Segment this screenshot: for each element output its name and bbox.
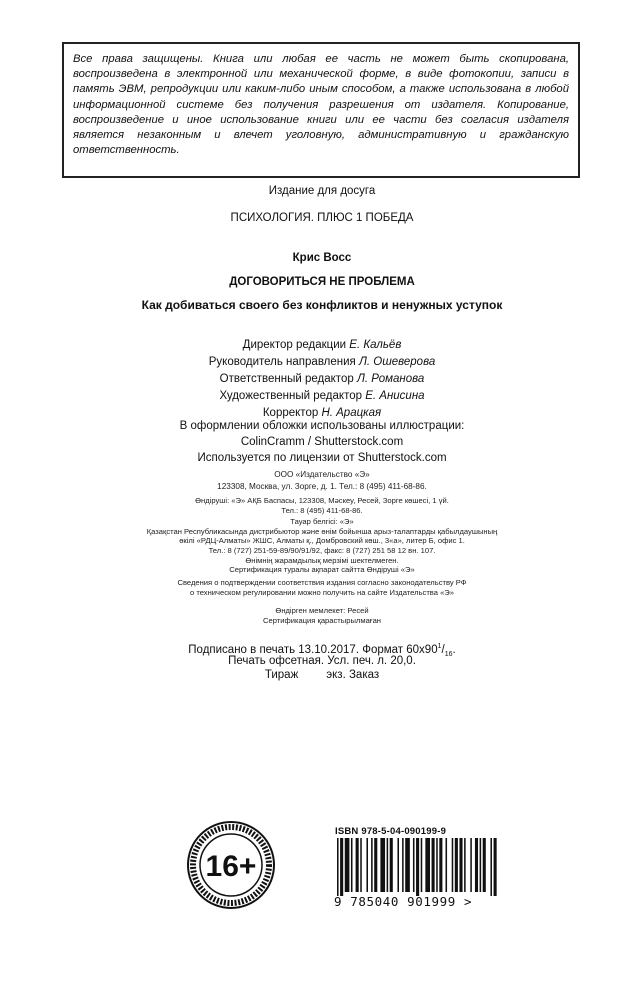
kazakh-line: Тауар белгісі: «Э» [290, 517, 354, 527]
kazakh-line: Тел.: 8 (495) 411-68-86. [281, 505, 363, 515]
kazakh-line: Қазақстан Республикасында дистрибьютор және өнім бойынша арыз-талаптарды қабылдаушының [146, 526, 498, 536]
barcode-bar [483, 838, 486, 892]
barcode-bar [380, 838, 385, 892]
barcode-bar [421, 838, 423, 892]
barcode-bar [337, 838, 339, 896]
kazakh-line: Өндіруші: «Э» АҚБ Баспасы, 123308, Мәскеу, Ресей, Зорге көшесі, 1 үй. [195, 496, 449, 505]
book-title: ДОГОВОРИТЬСЯ НЕ ПРОБЛЕМА [229, 276, 415, 288]
barcode-bar [455, 838, 458, 892]
series-name: ПСИХОЛОГИЯ. ПЛЮС 1 ПОБЕДА [230, 212, 414, 224]
barcode-bar [366, 838, 368, 892]
cover-note: ColinCramm / Shutterstock.com [240, 436, 404, 448]
barcode-digits: 9 785040 901999 > [334, 894, 473, 909]
kazakh-line: өкілі «РДЦ-Алматы» ЖШС, Алматы қ., Домбровский көш., 3«а», литер Б, офис 1. [179, 536, 465, 546]
print-run-line: Тираж экз. Заказ [264, 669, 380, 681]
barcode-bar [413, 838, 415, 892]
credit-line: Руководитель направления Л. Ошеверова [208, 356, 436, 368]
barcode-bar [371, 838, 373, 892]
origin-line: Сертификация қарастырылмаған [263, 615, 381, 625]
credit-line: Художественный редактор Е. Анисина [219, 390, 425, 402]
barcode-bar [397, 838, 399, 892]
barcode-bar [490, 838, 492, 896]
credit-line: Ответственный редактор Л. Романова [219, 373, 425, 385]
author-name: Крис Восс [292, 252, 352, 264]
barcode-bar [351, 838, 353, 892]
credit-line: Корректор Н. Арацкая [262, 407, 382, 419]
kazakh-line: Сертификация туралы ақпарат сайтта Өндіруші «Э» [229, 565, 415, 575]
barcode-bar [494, 838, 497, 896]
age-rating-seal-icon [186, 820, 276, 910]
isbn-label: ISBN 978-5-04-090199-9 [335, 826, 447, 837]
rights-notice-text: Все права защищены. Книга или любая ее часть не может быть скопирована, воспроизведена в электронной или механической форме, в виде фотокопии, записи в память ЭВМ, репродукции или каким-либо иным способом, а также использована в любой информационной системе без получения разрешения от издателя. Копирование, воспроизведение и иное использование книги или ее части без согласия издателя является незаконным и влечет уголовную, административную и гражданскую ответственность. [73, 53, 569, 157]
barcode-bar [340, 838, 343, 896]
edition-type: Издание для досуга [268, 185, 376, 197]
credit-line: Директор редакции Е. Кальёв [242, 339, 402, 351]
barcode-bar [459, 838, 462, 892]
age-rating-badge [186, 820, 276, 910]
barcode-bar [452, 838, 454, 892]
age-rating-text: 16+ [205, 850, 257, 883]
barcode-bar [405, 838, 410, 892]
certification-line: Сведения о подтверждении соответствия издания согласно законодательству РФ [177, 578, 467, 587]
barcode-bar [345, 838, 350, 892]
rights-notice-box [62, 42, 580, 178]
barcode-bar [360, 838, 362, 892]
print-signed-line: Подписано в печать 13.10.2017. Формат $60х90^1/_{16}$. [188, 643, 456, 659]
barcode-bar [387, 838, 389, 892]
barcode-bar [480, 838, 482, 892]
barcode-bar [446, 838, 448, 892]
barcode-bar [416, 838, 419, 896]
origin-line: Өндірген мемлекет: Ресей [275, 606, 369, 615]
publisher-name: ООО «Издательство «Э» [274, 470, 370, 479]
credits-block [0, 337, 644, 422]
barcode-bar [356, 838, 359, 892]
barcode-bar [464, 838, 466, 892]
cover-note: Используется по лицензии от Shutterstock.com [197, 452, 447, 464]
kazakh-line: Өнімнің жарамдылық мерзімі шектелмеген. [245, 555, 399, 565]
kazakh-info-block [0, 496, 644, 575]
certification-block [0, 578, 644, 597]
barcode-bar [432, 838, 435, 892]
certification-line: о техническом регулировании можно получить на сайте Издательства «Э» [190, 587, 454, 597]
kazakh-line: Тел.: 8 (727) 251-59-89/90/91/92, факс: 8 (727) 251 58 12 вн. 107. [208, 545, 436, 555]
cover-note: В оформлении обложки использованы иллюстрации: [179, 420, 465, 432]
barcode-bar [436, 838, 438, 892]
barcode-bar [470, 838, 472, 892]
book-subtitle: Как добиваться своего без конфликтов и ненужных уступок [141, 298, 503, 312]
cover-notes-block [0, 418, 644, 467]
barcode-bar [475, 838, 478, 892]
print-method-line: Печать офсетная. Усл. печ. л. 20,0. [228, 655, 416, 667]
origin-block [0, 606, 644, 625]
publisher-address: 123308, Москва, ул. Зорге, д. 1. Тел.: 8 (495) 411-68-86. [217, 482, 427, 491]
barcode-bar [390, 838, 393, 892]
barcode-bar [439, 838, 442, 892]
barcode-bar [425, 838, 430, 892]
barcode-bar [402, 838, 404, 892]
barcode-bar [374, 838, 377, 892]
